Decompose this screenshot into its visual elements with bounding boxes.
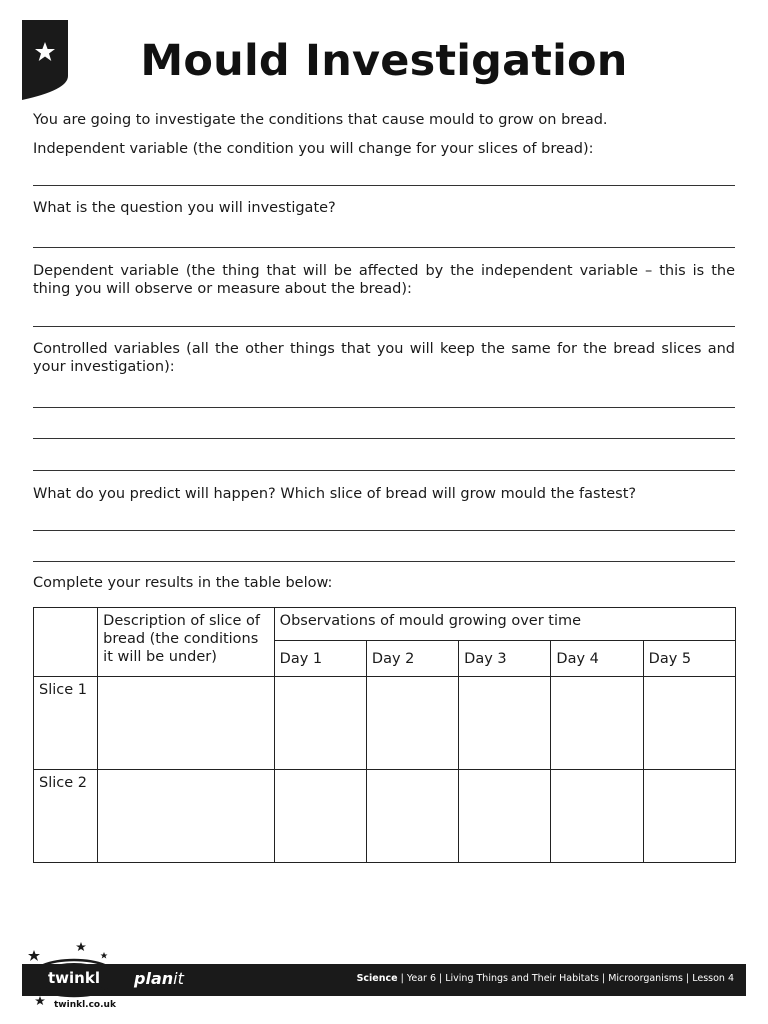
table-cell[interactable] bbox=[98, 677, 274, 770]
row-label: Slice 1 bbox=[34, 677, 98, 770]
day-header: Day 5 bbox=[643, 641, 735, 677]
dependent-variable-prompt: Dependent variable (the thing that will be affected by the independent variable – this is the thing you will observe or measure about the bread): bbox=[33, 263, 735, 297]
intro-text: You are going to investigate the conditions that cause mould to grow on bread. bbox=[33, 112, 608, 128]
table-cell[interactable] bbox=[459, 677, 551, 770]
table-cell[interactable] bbox=[274, 677, 366, 770]
answer-line[interactable] bbox=[33, 530, 735, 531]
day-header: Day 4 bbox=[551, 641, 643, 677]
table-cell[interactable] bbox=[551, 770, 643, 863]
answer-line[interactable] bbox=[33, 185, 735, 186]
day-header: Day 1 bbox=[274, 641, 366, 677]
table-cell[interactable] bbox=[643, 770, 735, 863]
independent-variable-prompt: Independent variable (the condition you will change for your slices of bread): bbox=[33, 141, 594, 157]
table-cell[interactable] bbox=[459, 770, 551, 863]
table-cell[interactable] bbox=[274, 770, 366, 863]
table-row bbox=[34, 770, 736, 863]
answer-line[interactable] bbox=[33, 247, 735, 248]
answer-line[interactable] bbox=[33, 438, 735, 439]
twinkl-wordmark: twinkl bbox=[48, 969, 100, 987]
table-cell[interactable] bbox=[643, 677, 735, 770]
answer-line[interactable] bbox=[33, 470, 735, 471]
footer-bar bbox=[22, 964, 746, 996]
results-table bbox=[33, 607, 736, 863]
row-label: Slice 2 bbox=[34, 770, 98, 863]
description-header: Description of slice of bread (the conditions it will be under) bbox=[98, 608, 274, 677]
results-table-prompt: Complete your results in the table below: bbox=[33, 575, 333, 591]
planit-logo: planit bbox=[134, 969, 184, 988]
controlled-variables-prompt: Controlled variables (all the other things that you will keep the same for the bread slices and your investigation): bbox=[33, 341, 735, 375]
table-cell[interactable] bbox=[366, 677, 458, 770]
table-cell[interactable] bbox=[551, 677, 643, 770]
observations-header: Observations of mould growing over time bbox=[274, 608, 735, 641]
answer-line[interactable] bbox=[33, 407, 735, 408]
table-corner-cell bbox=[34, 608, 98, 677]
prediction-prompt: What do you predict will happen? Which slice of bread will grow mould the fastest? bbox=[33, 486, 637, 502]
day-header: Day 2 bbox=[366, 641, 458, 677]
lesson-breadcrumb: Science | Year 6 | Living Things and Their Habitats | Microorganisms | Lesson 4 bbox=[356, 973, 734, 984]
investigation-question-prompt: What is the question you will investigate? bbox=[33, 200, 336, 216]
answer-line[interactable] bbox=[33, 561, 735, 562]
table-cell[interactable] bbox=[366, 770, 458, 863]
day-header: Day 3 bbox=[459, 641, 551, 677]
twinkl-url: twinkl.co.uk bbox=[54, 1000, 116, 1010]
page-title: Mould Investigation bbox=[140, 36, 628, 86]
answer-line[interactable] bbox=[33, 326, 735, 327]
table-row bbox=[34, 677, 736, 770]
table-cell[interactable] bbox=[98, 770, 274, 863]
